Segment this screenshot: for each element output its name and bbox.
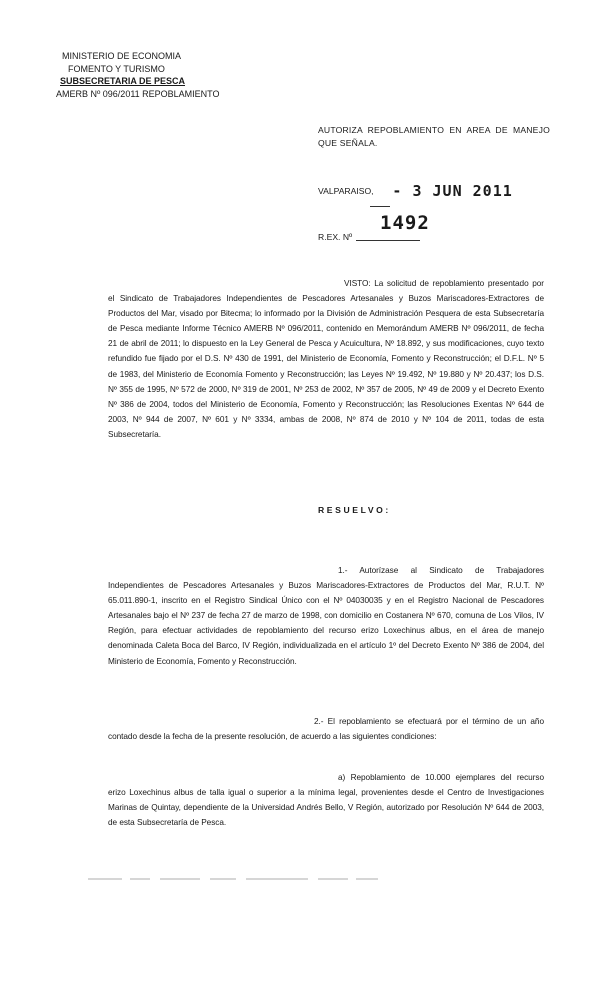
ministry-name: MINISTERIO DE ECONOMIA [62, 51, 182, 61]
scan-bleed-through [88, 872, 388, 886]
stamp-dash [370, 206, 390, 207]
resolution-label-row [318, 232, 420, 242]
resolution-underline [356, 240, 420, 241]
article-2a-paragraph: a) Repoblamiento de 10.000 ejemplares del recurso erizo Loxechinus albus de talla igual o superior a la mínima legal, provenientes desde el Centro de Investigaciones Marinas de Quintay, dependiente de la Universidad Andrés Bello, V Región, autorizado por Resolución Nº 644 de 2003, de esta Subsecretaría de Pesca. [108, 773, 544, 828]
ministry-name-line2: FOMENTO Y TURISMO [68, 63, 165, 74]
visto-paragraph: VISTO: La solicitud de repoblamiento presentado por el Sindicato de Trabajadores Independientes de Pescadores Artesanales y Buzos Mariscadores-Extractores de Productos del Mar, visado por Bitecma; lo informado por la División de Administración Pesquera de esta Subsecretaría de Pesca mediante Informe Técnico AMERB Nº 096/2011, contenido en Memorándum AMERB Nº 096/2011, de fecha 21 de abril de 2011; lo dispuesto en la Ley General de Pesca y Acuicultura, Nº 18.892, y sus modificaciones, cuyo texto refundido fue fijado por el D.S. Nº 430 de 1991, del Ministerio de Economía, Fomento y Reconstrucción; el D.F.L. Nº 5 de 1983, del Ministerio de Economía Fomento y Reconstrucción; las Leyes Nº 19.492, Nº 19.880 y Nº 20.437; los D.S. Nº 355 de 1995, Nº 572 de 2000, Nº 319 de 2001, Nº 253 de 2002, Nº 357 de 2005, Nº 49 de 2009 y el Decreto Exento Nº 386 de 2004, todos del Ministerio de Economía, Fomento y Reconstrucción; las Resoluciones Exentas Nº 644 de 2003, Nº 944 de 2007, Nº 601 y Nº 3334, ambas de 2008, Nº 874 de 2010 y Nº 104 de 2011, todas de esta Subsecretaría. [108, 279, 544, 439]
date-stamp: - 3 JUN 2011 [392, 182, 513, 200]
resuelvo-heading: RESUELVO: [318, 505, 391, 515]
dateline [318, 180, 513, 198]
article-1-paragraph: 1.- Autorízase al Sindicato de Trabajadores Independientes de Pescadores Artesanales y Buzos Mariscadores-Extractores de Productos del Mar, R.U.T. Nº 65.011.890-1, inscrito en el Registro Sindical Único con el Nº 04030035 y en el Registro Nacional de Pescadores Artesanales bajo el Nº 237 de fecha 27 de marzo de 1998, con domicilio en Costanera Nº 670, comuna de Los Vilos, IV Región, para efectuar actividades de repoblamiento del recurso erizo Loxechinus albus, en el área de manejo denominada Caleta Boca del Barco, IV Región, individualizada en el artículo 1º del Decreto Exento Nº 386 de 2004, del Ministerio de Economía, Fomento y Reconstrucción. [108, 566, 544, 666]
dateline-place: VALPARAISO, [318, 186, 374, 196]
resolution-label: R.EX. Nº [318, 232, 353, 242]
subject-line: AUTORIZA REPOBLAMIENTO EN AREA DE MANEJO QUE SEÑALA. [318, 125, 550, 148]
reference-code: AMERB Nº 096/2011 REPOBLAMIENTO [56, 88, 220, 99]
article-2-paragraph: 2.- El repoblamiento se efectuará por el término de un año contado desde la fecha de la presente resolución, de acuerdo a las siguientes condiciones: [108, 717, 544, 742]
resolution-number: 1492 [380, 212, 430, 234]
letterhead [56, 50, 220, 100]
subsecretaria-name: SUBSECRETARIA DE PESCA [60, 76, 186, 86]
